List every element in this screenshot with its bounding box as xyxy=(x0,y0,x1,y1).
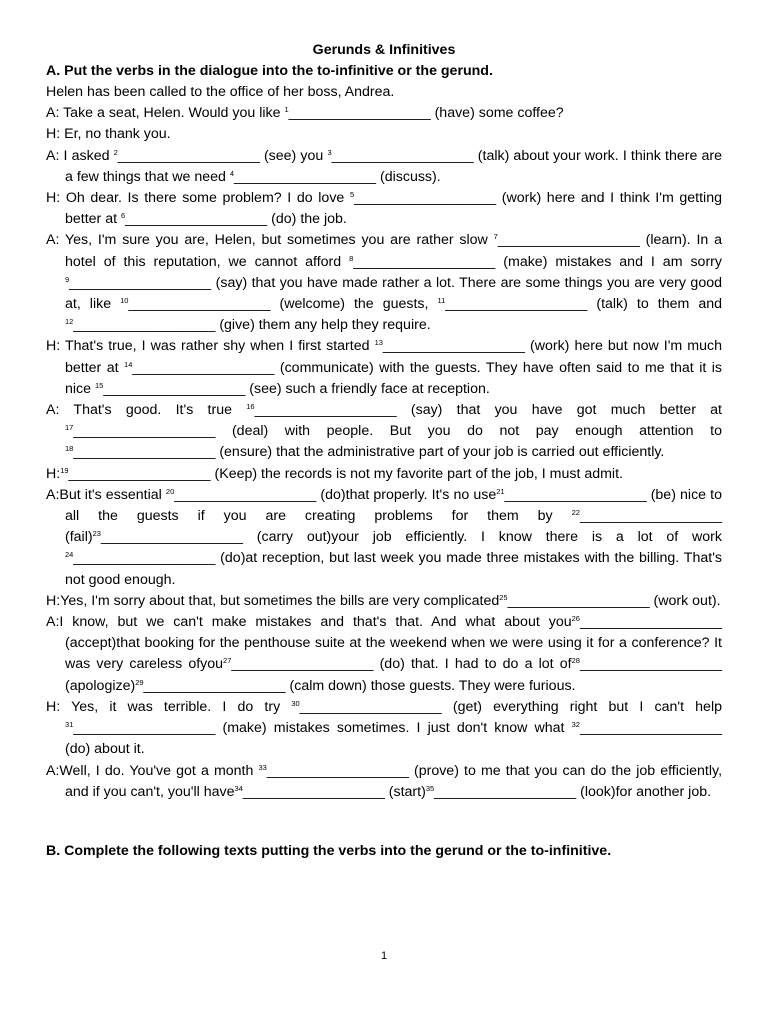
blank-number: 16 xyxy=(246,402,255,412)
dialogue-text: __________________ (be) nice to all the guests if you are creating problems for them by xyxy=(65,486,722,525)
dialogue-text: __________________ (talk) to them and xyxy=(445,296,722,313)
dialogue-text: H: That's true, I was rather shy when I first started xyxy=(46,338,375,355)
blank-number: 28 xyxy=(571,656,580,666)
dialogue-text: H:Yes, I'm sorry about that, but sometimes the bills are very complicated xyxy=(46,592,500,609)
dialogue-line xyxy=(46,464,722,485)
blank-number: 24 xyxy=(65,550,74,560)
dialogue-text: __________________ (prove) to me that you can do the job efficiently, and if you can't, you'll have xyxy=(65,762,723,800)
blank-number: 7 xyxy=(493,232,498,242)
dialogue-text: __________________ (have) some coffee? xyxy=(288,105,564,122)
blank-number: 13 xyxy=(374,338,383,348)
blank-number: 12 xyxy=(65,317,74,327)
blank-number: 21 xyxy=(496,486,505,496)
blank-number: 22 xyxy=(571,508,580,518)
dialogue-text: __________________ (do) the job. xyxy=(125,211,347,228)
dialogue-line xyxy=(46,336,722,400)
dialogue-text: __________________ (give) them any help they require. xyxy=(73,317,431,334)
blank-number: 11 xyxy=(437,296,446,306)
dialogue-line xyxy=(46,103,722,124)
dialogue-text: A: That's good. It's true xyxy=(46,402,247,419)
dialogue-text: H: Er, no thank you. xyxy=(46,126,171,143)
dialogue-text: A: Take a seat, Helen. Would you like xyxy=(46,105,285,122)
blank-number: 18 xyxy=(65,444,74,454)
dialogue-text: H: xyxy=(46,465,61,482)
dialogue-text: __________________ (start) xyxy=(242,783,426,800)
blank-number: 15 xyxy=(94,380,104,390)
dialogue-text: __________________ (ensure) that the administrative part of your job is carried out efficiently. xyxy=(73,444,665,461)
dialogue-text: __________________ (say) that you have got much better at xyxy=(254,402,723,419)
dialogue-text: A: Yes, I'm sure you are, Helen, but sometimes you are rather slow xyxy=(46,232,494,249)
dialogue-text: __________________ (accept)that booking for the penthouse suite at the weekend when we were using it for a conference? It was very careless ofyou xyxy=(65,614,722,673)
dialogue-text: __________________ (talk) about your work. I think there are a few things that we need xyxy=(65,147,723,185)
dialogue-text: __________________ (fail) xyxy=(65,508,722,546)
page-number: 1 xyxy=(380,950,388,962)
blank-number: 32 xyxy=(571,720,580,730)
section-b-heading: B. Complete the following texts putting the verbs into the gerund or the to-infinitive. xyxy=(46,842,612,859)
dialogue-text: __________________ (communicate) with the guests. They have often said to me that it is nice xyxy=(65,359,722,397)
blank-number: 5 xyxy=(349,190,355,200)
dialogue-line xyxy=(46,230,722,336)
dialogue-text: __________________ (say) that you have made rather a lot. There are some things you are very good at, like xyxy=(65,274,722,313)
dialogue-text: __________________ (welcome) the guests, xyxy=(128,296,438,313)
document-title: Gerunds & Infinitives xyxy=(312,42,456,58)
dialogue-text: A: I asked xyxy=(46,147,114,164)
dialogue-line xyxy=(46,697,722,761)
dialogue-line xyxy=(46,485,722,591)
blank-number: 35 xyxy=(425,783,435,793)
blank-number: 17 xyxy=(65,423,74,433)
dialogue-text: H: Oh dear. Is there some problem? I do love xyxy=(46,190,350,207)
blank-number: 3 xyxy=(327,147,332,157)
dialogue-line xyxy=(46,188,722,230)
section-a-intro: Helen has been called to the office of her boss, Andrea. xyxy=(46,84,395,100)
dialogue-text: __________________ (learn). In a hotel of this reputation, we cannot afford xyxy=(65,232,723,270)
section-a-heading: A. Put the verbs in the dialogue into the to-infinitive or the gerund. xyxy=(46,63,493,79)
dialogue-text: __________________ (deal) with people. But you do not pay enough attention to xyxy=(73,423,722,440)
dialogue-line xyxy=(46,146,722,188)
dialogue-text: __________________ (do) about it. xyxy=(65,720,722,758)
blank-number: 26 xyxy=(571,614,580,624)
dialogue-text: __________________ (see) such a friendly face at reception. xyxy=(103,380,490,397)
blank-number: 23 xyxy=(92,529,101,539)
blank-number: 6 xyxy=(121,211,126,221)
dialogue xyxy=(46,103,722,803)
dialogue-text: __________________ (Keep) the records is not my favorite part of the job, I must admit. xyxy=(68,465,623,482)
blank-number: 25 xyxy=(499,592,508,602)
dialogue-text: __________________ (do) that. I had to do a lot of xyxy=(231,656,572,673)
dialogue-text: __________________ (make) mistakes sometimes. I just don't know what xyxy=(73,720,572,737)
dialogue-text: __________________ (carry out)your job efficiently. I know there is a lot of work xyxy=(100,529,722,546)
blank-number: 31 xyxy=(65,720,74,730)
dialogue-line xyxy=(46,612,722,697)
blank-number: 10 xyxy=(120,296,129,306)
blank-number: 19 xyxy=(60,465,69,475)
blank-number: 9 xyxy=(65,274,70,284)
spacer xyxy=(46,803,722,841)
dialogue-text: __________________ (work) here and I think I'm getting better at xyxy=(65,190,722,228)
blank-number: 1 xyxy=(284,105,289,115)
dialogue-text: H: Yes, it was terrible. I do try xyxy=(46,698,292,715)
dialogue-text: __________________ (work out). xyxy=(507,592,721,609)
blank-number: 30 xyxy=(291,698,300,708)
dialogue-text: __________________ (do)that properly. It's no use xyxy=(174,486,497,503)
dialogue-line xyxy=(46,591,722,612)
dialogue-text: A:I know, but we can't make mistakes and that's that. And what about you xyxy=(46,614,572,631)
dialogue-text: __________________ (apologize) xyxy=(65,656,722,694)
blank-number: 4 xyxy=(229,168,235,178)
dialogue-line xyxy=(46,400,722,464)
document-page xyxy=(46,40,722,862)
dialogue-line xyxy=(46,761,722,803)
blank-number: 2 xyxy=(113,147,118,157)
blank-number: 29 xyxy=(135,677,144,687)
dialogue-text: __________________ (make) mistakes and I am sorry xyxy=(353,253,722,270)
dialogue-text: __________________ (look)for another job. xyxy=(434,783,712,800)
dialogue-text: __________________ (do)at reception, but last week you made three mistakes with the billing. That's not good enough. xyxy=(65,550,722,588)
blank-number: 14 xyxy=(124,359,133,369)
dialogue-text: __________________ (discuss). xyxy=(234,168,441,185)
blank-number: 8 xyxy=(349,253,354,263)
blank-number: 27 xyxy=(223,656,232,666)
dialogue-text: __________________ (work) here but now I'm much better at xyxy=(65,338,722,376)
blank-number: 33 xyxy=(258,762,267,772)
dialogue-text: __________________ (see) you xyxy=(117,147,328,164)
blank-number: 34 xyxy=(234,783,243,793)
dialogue-line xyxy=(46,124,722,145)
dialogue-text: __________________ (get) everything right but I can't help xyxy=(299,698,722,715)
dialogue-text: A:Well, I do. You've got a month xyxy=(46,762,259,779)
blank-number: 20 xyxy=(165,486,175,496)
dialogue-text: __________________ (calm down) those guests. They were furious. xyxy=(143,677,576,694)
dialogue-text: A:But it's essential xyxy=(46,486,166,503)
